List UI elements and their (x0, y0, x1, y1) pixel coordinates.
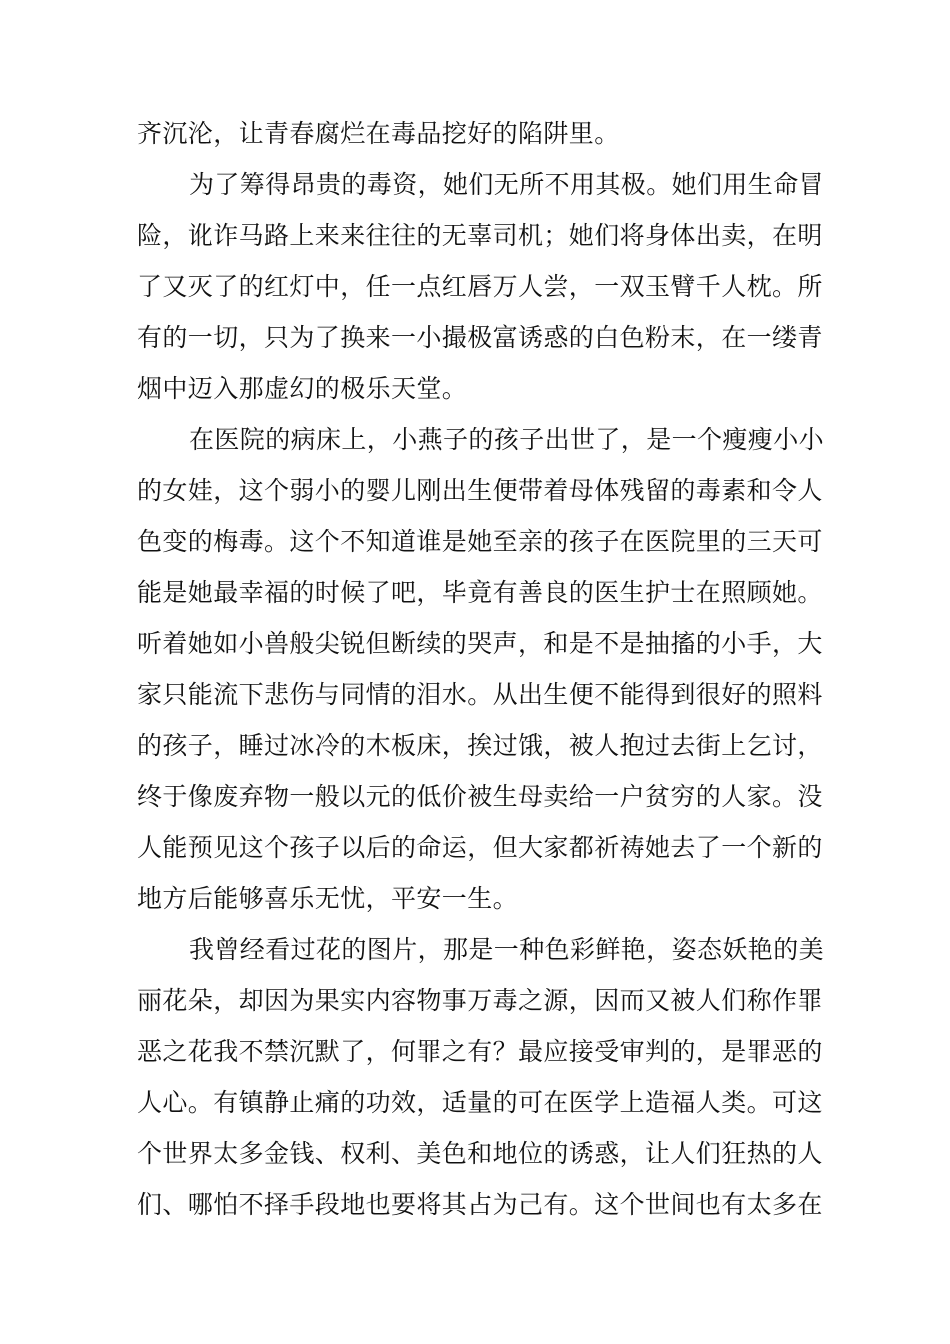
text-line: 个世界太多金钱、权利、美色和地位的诱惑，让人们狂热的人 (137, 1139, 823, 1168)
text-line: 了又灭了的红灯中，任一点红唇万人尝，一双玉臂千人枕。所 (137, 272, 823, 301)
text-line: 们、哪怕不择手段地也要将其占为己有。这个世间也有太多在 (137, 1190, 823, 1219)
text-line: 为了筹得昂贵的毒资，她们无所不用其极。她们用生命冒 (189, 170, 825, 199)
text-line: 我曾经看过花的图片，那是一种色彩鲜艳，姿态妖艳的美 (189, 935, 825, 964)
text-line: 地方后能够喜乐无忧，平安一生。 (137, 884, 519, 913)
text-line: 烟中迈入那虚幻的极乐天堂。 (137, 374, 468, 403)
text-line: 能是她最幸福的时候了吧，毕竟有善良的医生护士在照顾她。 (137, 578, 823, 607)
paragraph (137, 159, 829, 414)
text-line: 险，讹诈马路上来来往往的无辜司机；她们将身体出卖，在明 (137, 221, 823, 250)
text-line: 人心。有镇静止痛的功效，适量的可在医学上造福人类。可这 (137, 1088, 823, 1117)
text-line: 恶之花我不禁沉默了，何罪之有？最应接受审判的，是罪恶的 (137, 1037, 823, 1066)
paragraph (137, 108, 829, 159)
text-line: 家只能流下悲伤与同情的泪水。从出生便不能得到很好的照料 (137, 680, 823, 709)
text-line: 听着她如小兽般尖锐但断续的哭声，和是不是抽搐的小手，大 (137, 629, 823, 658)
text-line: 的女娃，这个弱小的婴儿刚出生便带着母体残留的毒素和令人 (137, 476, 823, 505)
text-line: 的孩子，睡过冰冷的木板床，挨过饿，被人抱过去街上乞讨， (137, 731, 823, 760)
text-line: 色变的梅毒。这个不知道谁是她至亲的孩子在医院里的三天可 (137, 527, 823, 556)
text-line: 人能预见这个孩子以后的命运，但大家都祈祷她去了一个新的 (137, 833, 823, 862)
document-page (137, 108, 829, 1230)
paragraph (137, 414, 829, 924)
paragraph (137, 924, 829, 1230)
text-line: 齐沉沦，让青春腐烂在毒品挖好的陷阱里。 (137, 119, 620, 148)
text-line: 终于像废弃物一般以元的低价被生母卖给一户贫穷的人家。没 (137, 782, 823, 811)
text-line: 有的一切，只为了换来一小撮极富诱惑的白色粉末，在一缕青 (137, 323, 823, 352)
text-line: 丽花朵，却因为果实内容物事万毒之源，因而又被人们称作罪 (137, 986, 823, 1015)
text-line: 在医院的病床上，小燕子的孩子出世了，是一个瘦瘦小小 (189, 425, 825, 454)
